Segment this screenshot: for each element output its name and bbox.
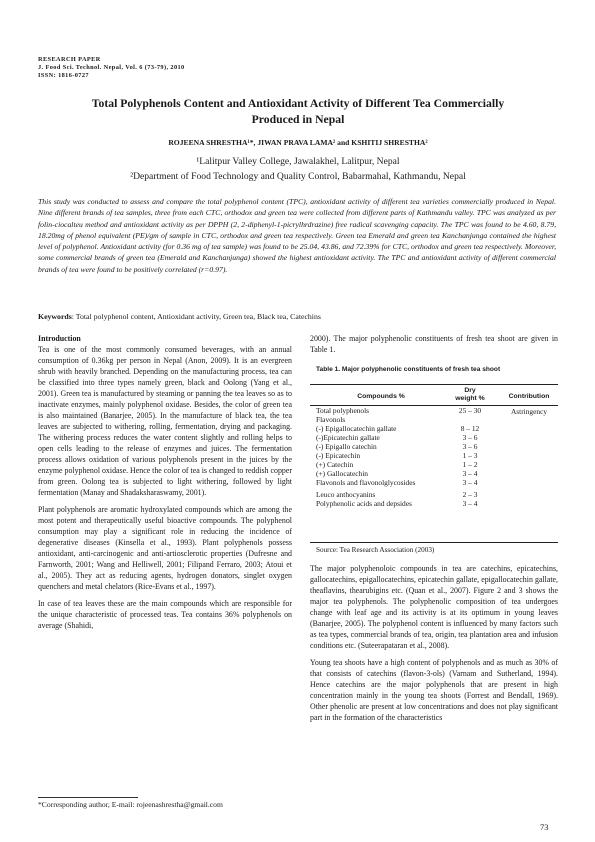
intro-paragraph-1: Tea is one of the most commonly consumed beverages, with an annual consumption of 0.36kg per person in Nepal (Anon, 2009). It is an evergreen shrub with heavily branched. Depending on the manufacturing process, tea can be classified into three types namely green, black and Oolong (Yang et al., 2001). Green tea is manufactured by steaming or panning the tea leaves so as to inactivate enzymes, mainly polyphenol oxidase. Besides, the color of green tea is also maintained (Banarjee, 2005). In the manufacture of black tea, the tea leaves are subjected to withering, rolling, fermentation, drying and packaging. The withering process reduces the water content slightly and rolling helps to open cells leading to the release of enzymes and juices. The fermentation process allows oxidation of various polyphenols present in the juices by the enzyme polyphenol oxidase. Hence the color of tea is changed to reddish copper from green. Oolong tea is subjected to light withering, followed by light fermentation (Manay and Shadaksharaswamy, 2001). [38, 345, 292, 497]
table-header-contribution: Contribution [508, 393, 550, 400]
authors: ROJEENA SHRESTHA¹*, JIWAN PRAVA LAMA² and KSHITIJ SHRESTHA² [168, 138, 428, 147]
table-source: Source: Tea Research Association (2003) [316, 546, 435, 554]
affiliation-1: ¹Lalitpur Valley College, Jawalakhel, Lalitpur, Nepal [196, 156, 400, 167]
table-row-name: (-) Epicatechin [316, 451, 361, 460]
intro-paragraph-3: In case of tea leaves these are the main compounds which are responsible for the unique characteristic of processed teas. Tea contains 36% polyphenols on average (Shahidi, [38, 599, 292, 630]
table-row-name: Polyphenolic acids and depsides [316, 499, 412, 508]
paper-title [38, 96, 558, 127]
page-number: 73 [540, 822, 549, 832]
issn: ISSN: 1816-0727 [38, 72, 89, 79]
table-row-value: 2 – 3 [462, 490, 478, 499]
table-row-value: 8 – 12 [460, 424, 480, 433]
table-row-value: 25 – 30 [458, 406, 482, 415]
left-column [38, 333, 292, 637]
table-row-name: (+) Catechin [316, 460, 354, 469]
table-row-name: Total polyphenols [316, 406, 370, 415]
table-row-name: Flavonols [316, 415, 346, 424]
keywords [38, 312, 556, 321]
table-row-value: 1 – 3 [462, 451, 478, 460]
table-row-name: (-)Epicatechin gallate [316, 433, 380, 442]
table-row-name: (+) Gallocatechin [316, 469, 368, 478]
title-line-2: Produced in Nepal [251, 112, 345, 126]
table-row-value: 3 – 6 [462, 433, 478, 442]
table-row-value: 3 – 4 [462, 499, 478, 508]
table-row-name: Flavonols and flavonolglycosides [316, 478, 416, 487]
article-type: RESEARCH PAPER [38, 56, 101, 63]
abstract: This study was conducted to assess and compare the total polyphenol content (TPC), antioxidant activity of different tea varieties commercially produced in Nepal. Nine different brands of tea samples, three from each CTC, orthodox and green tea were collected from different parts of Kathmandu valley. TPC was analyzed as per folin-ciocalteu method and antioxidant activity as per DPPH (2, 2-diphenyl-1-picrylhrdrazine) free radical scavenging capacity. The TPC was found to be 4.60, 8.79, 18.20mg of phenol equivalent (PE)/gm of sample in CTC, orthodox and green tea respectively. Green tea Emerald and green tea Kanchanjunga contained the highest level of polyphenol. Antioxidant activity (for 0.36 mg of tea sample) was found to be 25.04, 43.86, and 72.39% for CTC, orthodox and green tea respectively. Moreover, some commercial brands of green tea (Emerald and Kanchanjunga) showed the highest antioxidant activity. The TPC and antioxidant activity of different commercial brands of tea were found to be positively correlated (r=0.97). [38, 197, 556, 274]
right-paragraph-1: The major polyphenoloic compounds in tea are catechins, epicatechins, gallocatechins, epigallocatechins, epicatechin gallate, epigallocatechin gallate, theaflavins, thearubigins etc. (Quan et al., 2007). Figure 2 and 3 shows the major tea polyphenols. The polyphenolic composition of tea undergoes change with leaf age and its activity is at its optimum in young leaves (Banarjee, 2005). The polyphenol content is influenced by many factors such as tea types, commercial brands of tea, origin, tea plantation area and infusion conditions etc. (Suteerapataran et al., 2008). [310, 564, 558, 650]
right-paragraph-0: 2000). The major polyphenolic constituents of fresh tea shoot are given in Table 1. [310, 334, 558, 354]
table-row-name: (-) Epigallocatechin gallate [316, 424, 397, 433]
intro-paragraph-2: Plant polyphenols are aromatic hydroxylated compounds which are among the most potent and therapeutically useful bioactive compounds. The polyphenol consumption may play a significant role in reducing the incidence of degenerative diseases (Kinsella et al., 1993). Plant polyphenols possess antioxidant, anti-carcinogenic and anti-artiosclerotic properties (Dufresne and Farnworth, 2001; Wang and Helliwell, 2001; Filipand Ferraro, 2003; Atoui et al., 2005). They act as reducing agents, hydrogen donators, singlet oxygen quenchers and metal chelators (Rice-Evans et al., 1997). [38, 505, 292, 591]
affiliation-2: ²Department of Food Technology and Quality Control, Babarmahal, Kathmandu, Nepal [130, 171, 466, 182]
table-row-name: Leuco anthocyanins [316, 490, 376, 499]
table-header-compounds: Compounds % [357, 393, 405, 400]
table-row-value: 1 – 2 [462, 460, 478, 469]
table-top-rule [310, 384, 558, 385]
keywords-label: Keywords [38, 312, 72, 321]
keywords-text: : Total polyphenol content, Antioxidant activity, Green tea, Black tea, Catechins [71, 312, 321, 321]
table-header-dry-weight [450, 387, 490, 403]
table-caption: Table 1. Major polyphenolic constituents of fresh tea shoot [316, 366, 501, 373]
table-row-value: 3 – 6 [462, 442, 478, 451]
right-column-top [310, 333, 558, 361]
corresponding-author-footnote: *Corresponding author, E-mail: rojeenashrestha@gmail.com [38, 800, 223, 809]
right-paragraph-2: Young tea shoots have a high content of polyphenols and as much as 30% of that consists of catechins (flavon-3-ols) (Varnam and Sutherland, 1994). Hence catechins are the major polyphenols that are present in high concentration mainly in the young tea shoots (Forrest and Bendall, 1969). Other phenolic are present at low concentrations and does not play significant part in the formation of the characteristics [310, 658, 558, 722]
table-bottom-rule [310, 542, 558, 543]
title-line-1: Total Polyphenols Content and Antioxidant Activity of Different Tea Commercially [91, 97, 505, 110]
section-heading-introduction: Introduction [38, 334, 81, 343]
table-row-name: (-) Epigallo catechin [316, 442, 377, 451]
right-column-bottom [310, 563, 558, 729]
journal-citation: J. Food Sci. Technol. Nepal, Vol. 6 (73-79), 2010 [38, 64, 185, 71]
table-row-contribution: Astringency [510, 407, 548, 416]
table-header-dry-weight-line1: Dry [464, 387, 476, 394]
table-row-value: 3 – 4 [462, 478, 478, 487]
table-row-value: 3 – 4 [462, 469, 478, 478]
footnote-rule [38, 797, 138, 798]
table-header-dry-weight-line2: weight % [455, 395, 485, 402]
